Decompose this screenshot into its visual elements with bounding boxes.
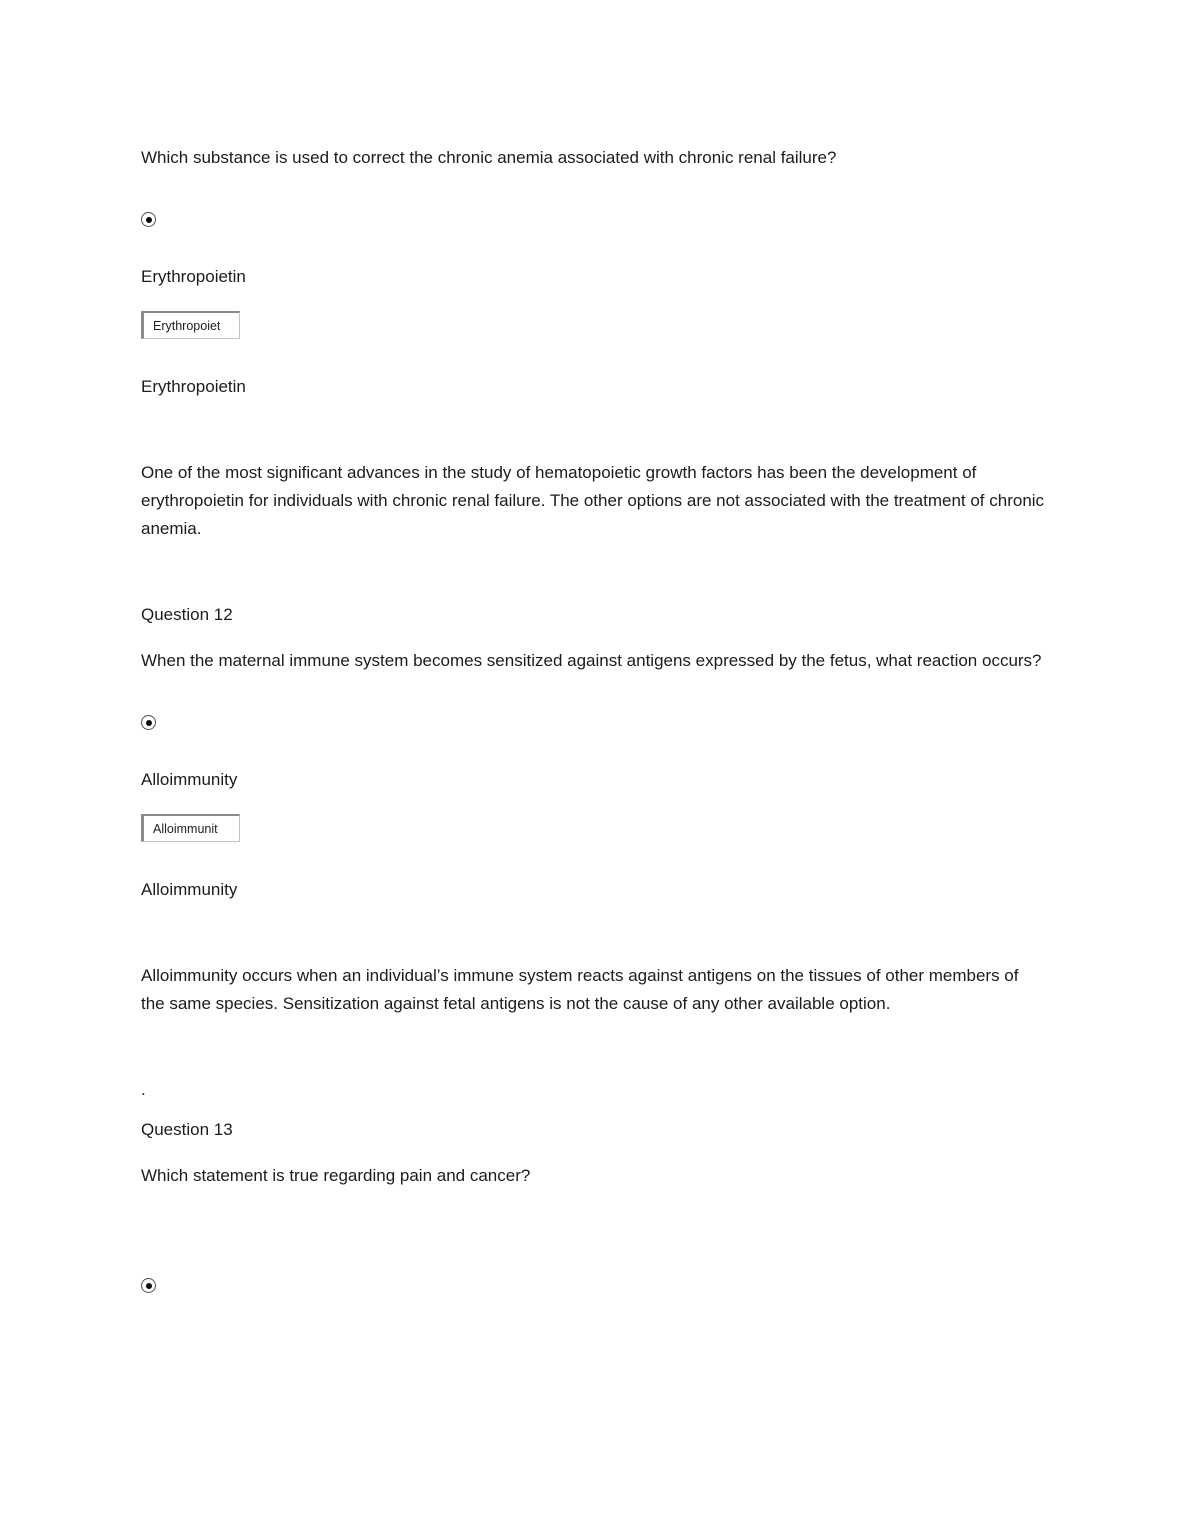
radio-dot-icon <box>146 217 152 223</box>
feedback-text: One of the most significant advances in the study of hematopoietic growth factors has been the development of erythropoietin for individuals with chronic renal failure. The other options are not associated with the treatment of chronic anemia. <box>141 463 1045 538</box>
answer-input[interactable] <box>141 311 240 339</box>
answer-input[interactable] <box>141 814 240 842</box>
question-block-11 <box>141 144 1045 543</box>
answer-option-row <box>141 212 1045 227</box>
selected-radio-icon[interactable] <box>141 212 156 227</box>
radio-dot-icon <box>146 720 152 726</box>
answer-option-row <box>141 1278 1045 1293</box>
question-block-12 <box>141 601 1045 1104</box>
question-prompt: When the maternal immune system becomes sensitized against antigens expressed by the fetus, what reaction occurs? <box>141 651 1042 670</box>
stray-period-text: . <box>141 1080 146 1099</box>
selected-radio-icon[interactable] <box>141 715 156 730</box>
radio-dot-icon <box>146 1283 152 1289</box>
question-heading: Question 13 <box>141 1120 233 1139</box>
answer-label: Erythropoietin <box>141 267 246 286</box>
question-block-13 <box>141 1116 1045 1293</box>
selected-radio-icon[interactable] <box>141 1278 156 1293</box>
answer-option-row <box>141 715 1045 730</box>
feedback-text: Alloimmunity occurs when an individual’s immune system reacts against antigens on the tissues of other members of the same species. Sensitization against fetal antigens is not the cause of any other available option. <box>141 966 1019 1013</box>
question-heading: Question 12 <box>141 605 233 624</box>
answer-echo: Erythropoietin <box>141 377 246 396</box>
question-prompt: Which statement is true regarding pain and cancer? <box>141 1166 531 1185</box>
question-prompt: Which substance is used to correct the chronic anemia associated with chronic renal failure? <box>141 148 837 167</box>
answer-label: Alloimmunity <box>141 770 238 789</box>
answer-echo: Alloimmunity <box>141 880 238 899</box>
